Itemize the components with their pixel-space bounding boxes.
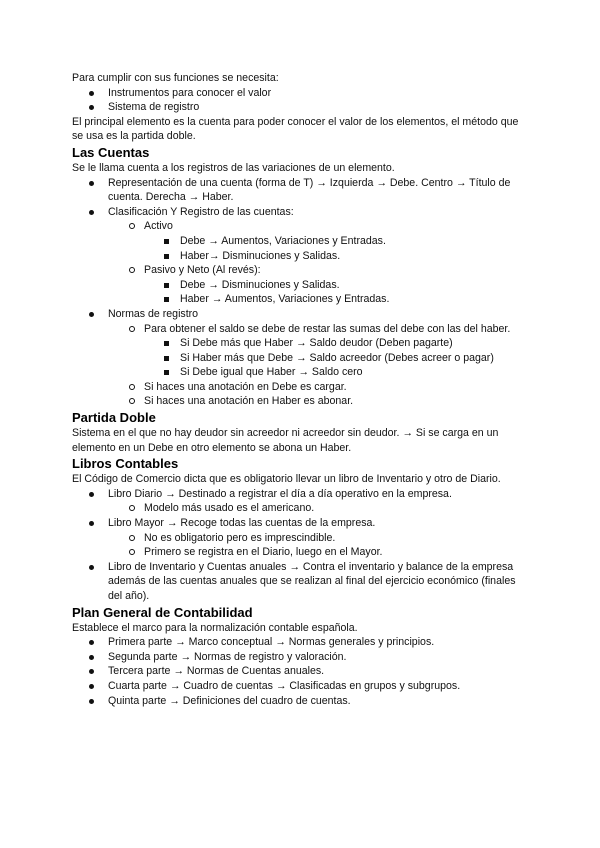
sublist — [144, 278, 532, 307]
bullet-icon — [89, 492, 94, 497]
cuentas-intro: Se le llama cuenta a los registros de las variaciones de un elemento. — [72, 161, 395, 174]
document-page — [72, 71, 532, 708]
square-bullet-icon — [164, 356, 169, 361]
list-item: Instrumentos para conocer el valor — [72, 86, 532, 101]
list-item: Segunda parte → Normas de registro y valoración. — [72, 650, 532, 665]
list-item: Si Debe igual que Haber → Saldo cero — [144, 365, 532, 380]
bullet-icon — [89, 699, 94, 704]
list-item: Quinta parte → Definiciones del cuadro de cuentas. — [72, 694, 532, 709]
list-item: Si Debe más que Haber → Saldo deudor (Deben pagarte) — [144, 336, 532, 351]
heading-libros: Libros Contables — [72, 456, 179, 472]
bullet-icon — [89, 684, 94, 689]
circle-bullet-icon — [129, 398, 135, 404]
sublist — [108, 501, 532, 516]
intro-list — [72, 86, 532, 115]
list-item: Cuarta parte → Cuadro de cuentas → Clasificadas en grupos y subgrupos. — [72, 679, 532, 694]
square-bullet-icon — [164, 297, 169, 302]
circle-bullet-icon — [129, 267, 135, 273]
list-item: Si haces una anotación en Debe es cargar. — [108, 380, 532, 395]
bullet-icon — [89, 565, 94, 570]
list-item: Haber → Aumentos, Variaciones y Entradas. — [144, 292, 532, 307]
heading-plan-general: Plan General de Contabilidad — [72, 604, 253, 620]
circle-bullet-icon — [129, 505, 135, 511]
square-bullet-icon — [164, 341, 169, 346]
list-item: Activo Debe → Aumentos, Variaciones y Entradas. Haber→ Disminuciones y Salidas. — [108, 219, 532, 263]
list-item: Normas de registro Para obtener el saldo se debe de restar las sumas del debe con las del haber. Si Debe más que Haber → Saldo deudor (Deben pagarte) Si Haber más que Debe → Saldo acreedor (Debes acreer o pagar) Si Debe igual que Haber → Saldo cero Si haces una anotación en Debe es cargar. Si haces una anotación en Haber es abonar. — [72, 307, 532, 409]
plan-intro: Establece el marco para la normalización contable española. — [72, 621, 358, 634]
libros-list — [72, 487, 532, 604]
circle-bullet-icon — [129, 326, 135, 332]
list-item: Si haces una anotación en Haber es abonar. — [108, 394, 532, 409]
bullet-icon — [89, 655, 94, 660]
bullet-icon — [89, 91, 94, 96]
sublist — [144, 336, 532, 380]
list-item: Primera parte → Marco conceptual → Normas generales y principios. — [72, 635, 532, 650]
bullet-icon — [89, 669, 94, 674]
square-bullet-icon — [164, 239, 169, 244]
sublist — [108, 219, 532, 307]
circle-bullet-icon — [129, 223, 135, 229]
bullet-icon — [89, 521, 94, 526]
circle-bullet-icon — [129, 549, 135, 555]
list-item: Libro Diario → Destinado a registrar el día a día operativo en la empresa. Modelo más usado es el americano. — [72, 487, 532, 516]
list-item: Pasivo y Neto (Al revés): Debe → Disminuciones y Salidas. Haber → Aumentos, Variaciones y Entradas. — [108, 263, 532, 307]
square-bullet-icon — [164, 254, 169, 259]
partida-text: Sistema en el que no hay deudor sin acreedor ni acreedor sin deudor. → Si se carga en un elemento en un Debe en otro elemento se abona un Haber. — [72, 427, 499, 454]
bullet-icon — [89, 181, 94, 186]
cuentas-list — [72, 176, 532, 410]
list-item: Primero se registra en el Diario, luego en el Mayor. — [108, 545, 532, 560]
list-item: Tercera parte → Normas de Cuentas anuales. — [72, 664, 532, 679]
list-item: Representación de una cuenta (forma de T) → Izquierda → Debe. Centro → Título de cuenta. Derecha → Haber. — [72, 176, 532, 205]
heading-partida-doble: Partida Doble — [72, 410, 156, 426]
list-item: Libro Mayor → Recoge todas las cuentas de la empresa. No es obligatorio pero es imprescindible. Primero se registra en el Diario, luego en el Mayor. — [72, 516, 532, 560]
libros-intro: El Código de Comercio dicta que es obligatorio llevar un libro de Inventario y otro de Diario. — [72, 473, 501, 486]
sublist — [144, 234, 532, 263]
list-item: Libro de Inventario y Cuentas anuales → Contra el inventario y balance de la empresa además de las cuentas anuales que se realizan al final del ejercicio económico (finales del año). — [72, 560, 532, 604]
list-item: Clasificación Y Registro de las cuentas: Activo Debe → Aumentos, Variaciones y Entradas. Haber→ Disminuciones y Salidas. Pasivo y Neto (Al revés): Debe → Disminuciones y Salidas. Haber → Aumentos, Variaciones y Entradas. — [72, 205, 532, 307]
bullet-icon — [89, 210, 94, 215]
plan-list — [72, 635, 532, 708]
bullet-icon — [89, 640, 94, 645]
bullet-icon — [89, 105, 94, 110]
circle-bullet-icon — [129, 535, 135, 541]
sublist — [108, 322, 532, 410]
circle-bullet-icon — [129, 384, 135, 390]
square-bullet-icon — [164, 370, 169, 375]
heading-cuentas: Las Cuentas — [72, 144, 150, 160]
list-item: Sistema de registro — [72, 100, 532, 115]
bullet-icon — [89, 312, 94, 317]
list-item: Si Haber más que Debe → Saldo acreedor (Debes acreer o pagar) — [144, 351, 532, 366]
list-item: Para obtener el saldo se debe de restar las sumas del debe con las del haber. Si Debe más que Haber → Saldo deudor (Deben pagarte) Si Haber más que Debe → Saldo acreedor (Debes acreer o pagar) Si Debe igual que Haber → Saldo cero — [108, 322, 532, 380]
list-item: Debe → Disminuciones y Salidas. — [144, 278, 532, 293]
intro-line: Para cumplir con sus funciones se necesita: — [72, 72, 279, 84]
list-item: Debe → Aumentos, Variaciones y Entradas. — [144, 234, 532, 249]
list-item: Modelo más usado es el americano. — [108, 501, 532, 516]
sublist — [108, 531, 532, 560]
list-item: Haber→ Disminuciones y Salidas. — [144, 249, 532, 264]
intro-paragraph: El principal elemento es la cuenta para poder conocer el valor de los elementos, el método que se usa es la partida doble. — [72, 115, 519, 143]
list-item: No es obligatorio pero es imprescindible. — [108, 531, 532, 546]
square-bullet-icon — [164, 283, 169, 288]
